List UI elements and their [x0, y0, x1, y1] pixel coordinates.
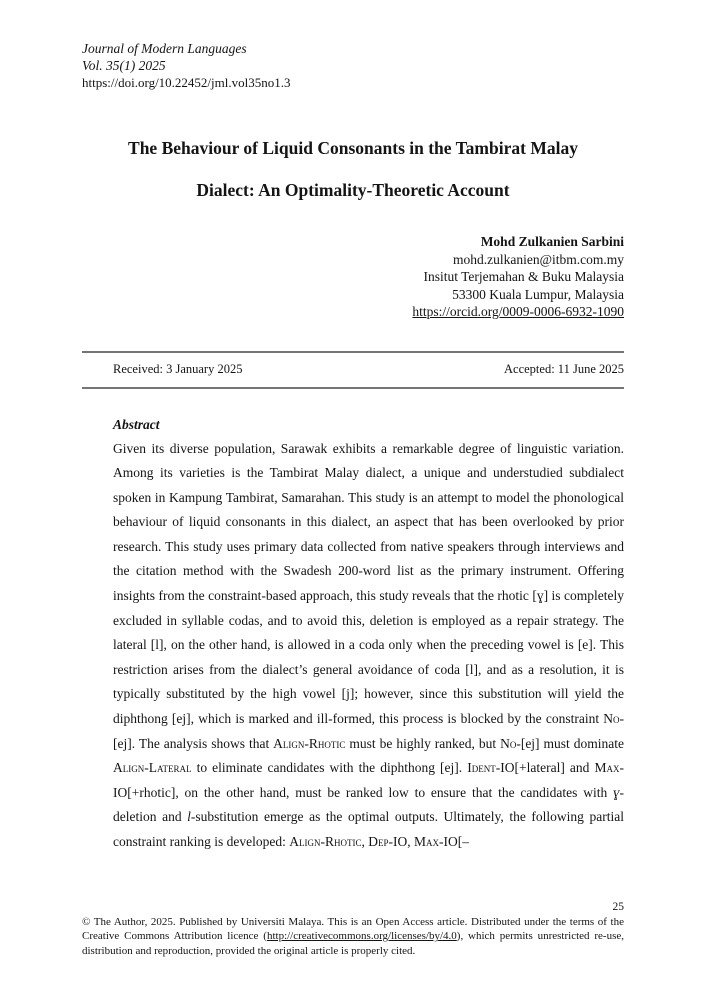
text-segment: [+lateral] and: [514, 760, 595, 776]
text-segment: -substitution emerge as the optimal outputs. Ultimately, the following partial constraint ranking is developed:: [113, 809, 624, 849]
accepted-date: Accepted: 11 June 2025: [504, 361, 624, 376]
text-segment: No: [603, 711, 620, 727]
text-segment: Max-IO: [413, 834, 458, 849]
text-segment: -[ej] must dominate: [516, 735, 624, 751]
text-segment: Align-Rhotic: [273, 735, 346, 751]
text-segment: ,: [407, 834, 414, 849]
text-segment: ,: [361, 834, 369, 849]
text-segment: l: [187, 809, 191, 825]
author-block: [82, 233, 624, 321]
journal-volume: Vol. 35(1) 2025: [82, 58, 166, 73]
orcid-link[interactable]: https://orcid.org/0009-0006-6932-1090: [412, 304, 624, 319]
text-segment: Given its diverse population, Sarawak exhibits a remarkable degree of linguistic variation. Among its varieties is the Tambirat Malay dialect, a unique and understudied subdialect spoken in Kampung Tambirat, Samarahan. This study is an attempt to model the phonological behaviour of liquid consonants in this dialect, an aspect that has been overlooked by prior research. This study uses primary data collected from native speakers through interviews and the citation method with the Swadesh 200-word list as the primary instrument. Offering insights from the constraint-based approach, this study reveals that the rhotic [ɣ] is completely excluded in syllable codas, and to avoid this, deletion is employed as a repair strategy. The lateral [l], on the other hand, is allowed in a coda only when the preceding vowel is [e]. This restriction arises from the dialect’s general avoidance of coda [l], and as a resolution, it is typically substituted by the high vowel [j]; however, since this substitution will yield the diphthong [ej], which is marked and ill-formed, this process is blocked by the constraint: [113, 440, 624, 727]
journal-name: Journal of Modern Languages: [82, 41, 247, 56]
text-segment: No: [500, 735, 517, 751]
footer-text: [82, 915, 624, 959]
cc-license-link[interactable]: http://creativecommons.org/licenses/by/4.0: [266, 930, 457, 943]
page-footer: [82, 901, 624, 959]
text-segment: Align-Lateral: [113, 760, 192, 776]
dates-strip: [82, 351, 624, 389]
journal-doi: https://doi.org/10.22452/jml.vol35no1.3: [82, 75, 291, 90]
abstract-heading: Abstract: [113, 416, 160, 432]
text-segment: to eliminate candidates with the diphthong [ej].: [191, 760, 468, 776]
page-number: 25: [612, 900, 624, 913]
text-segment: ɣ: [613, 784, 620, 800]
text-segment: ), which permits unrestricted re-use, distribution and reproduction, provided the original article is properly cited.: [82, 930, 624, 958]
text-segment: Max-IO: [113, 760, 624, 800]
article-title: [82, 127, 624, 211]
text-segment: [–: [457, 834, 469, 849]
article-title-line-1: The Behaviour of Liquid Consonants in the Tambirat Malay: [128, 138, 578, 158]
text-segment: Ident-IO: [467, 760, 515, 776]
dates-row: [82, 353, 624, 387]
text-segment: Dep-IO: [368, 834, 408, 849]
author-orcid: [82, 303, 624, 321]
abstract-section: [113, 417, 624, 855]
text-segment: must be highly ranked, but: [345, 735, 501, 751]
author-name: Mohd Zulkanien Sarbini: [480, 234, 624, 249]
author-address: 53300 Kuala Lumpur, Malaysia: [452, 286, 624, 302]
bottom-rule: [82, 387, 624, 389]
author-affiliation: Insitut Terjemahan & Buku Malaysia: [423, 269, 624, 284]
text-segment: -deletion and: [113, 784, 624, 825]
text-segment: Align-Rhotic: [289, 834, 362, 849]
text-segment: [+rhotic], on the other hand, must be ranked low to ensure that the candidates with: [127, 784, 614, 800]
article-title-line-2: Dialect: An Optimality-Theoretic Account: [196, 180, 510, 200]
abstract-text: [113, 437, 624, 855]
author-email: mohd.zulkanien@itbm.com.my: [452, 251, 624, 267]
journal-header: [82, 40, 624, 91]
received-date: Received: 3 January 2025: [113, 361, 243, 376]
text-segment: -[ej]. The analysis shows that: [113, 711, 624, 751]
text-segment: © The Author, 2025. Published by Universiti Malaya. This is an Open Access article. Distributed under the terms of the Creative Commons Attribution licence (: [82, 915, 624, 943]
